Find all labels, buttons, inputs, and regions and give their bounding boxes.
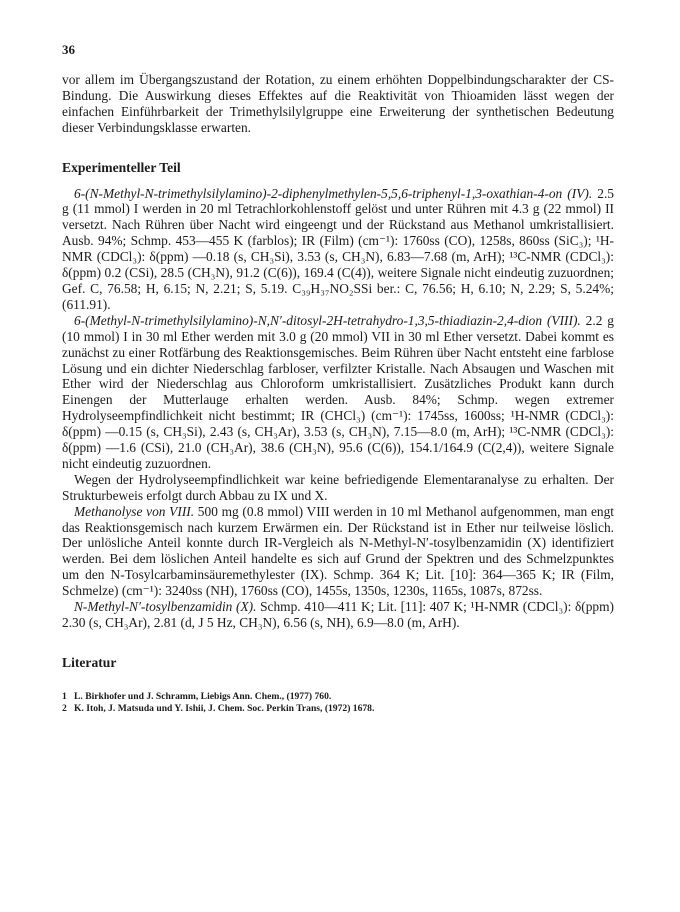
experimental-heading: Experimenteller Teil	[62, 159, 181, 175]
intro-paragraph: vor allem im Übergangszustand der Rotation, zu einem erhöhten Doppelbindungscharakter der CS-Bindung. Die Auswirkung dieses Effektes auf die Reaktivität von Thioamiden lässt wegen der einfachen Einführbarkeit der Trimethylsilylgruppe eine Erweiterung der synthetischen Bedeutung dieser Verbindungsklasse erwarten.	[62, 72, 614, 135]
reference-number: 1	[62, 690, 67, 702]
reference-number: 2	[62, 703, 67, 715]
reference-item	[62, 691, 614, 704]
compound-x-title: N-Methyl-N′-tosylbenzamidin (X).	[74, 599, 257, 615]
literature-heading: Literatur	[62, 654, 117, 670]
compound-iv-title: 6-(N-Methyl-N-trimethylsilylamino)-2-diphenylmethylen-5,5,6-triphenyl-1,3-oxathian-4-on (IV).	[74, 185, 593, 201]
article-body	[62, 72, 614, 716]
compound-iv-paragraph	[62, 186, 614, 313]
compound-x-body: Schmp. 410—411 K; Lit. [11]: 407 K; ¹H-NMR (CDCl₃): δ(ppm) 2.30 (s, CH₃Ar), 2.81 (d, J 5 Hz, CH₃N), 6.56 (s, NH), 6.9—8.0 (m, ArH).	[62, 599, 614, 630]
compound-viii-paragraph	[62, 313, 614, 472]
methanolysis-paragraph	[62, 504, 614, 599]
reference-item	[62, 703, 614, 716]
page-number: 36	[62, 42, 75, 57]
methanolysis-body: 500 mg (0.8 mmol) VIII werden in 10 ml Methanol aufgenommen, man engt das Reaktionsgemisch nach kurzem Erwärmen ein. Der Rückstand ist in Ether nur teilweise löslich. Der unlösliche Anteil konnte durch IR-Vergleich als N-Methyl-N′-tosylbenzamidin (X) identifiziert werden. Bei dem löslichen Anteil handelte es sich auf Grund der Spektren und des Schmelzpunktes um den N-Tosylcarbaminsäuremethylester (IX). Schmp. 364 K; Lit. [10]: 364—365 K; IR (Film, Schmelze) (cm⁻¹): 3240ss (NH), 1760ss (CO), 1455s, 1350s, 1230s, 1165s, 1087s, 872ss.	[62, 503, 614, 599]
compound-x-paragraph	[62, 599, 614, 631]
reference-text: L. Birkhofer und J. Schramm, Liebigs Ann. Chem., (1977) 760.	[74, 690, 332, 702]
reference-list	[62, 691, 614, 716]
hydrolysis-paragraph: Wegen der Hydrolyseempfindlichkeit war keine befriedigende Elementaranalyse zu erhalten. Der Strukturbeweis erfolgt durch Abbau zu IX und X.	[62, 471, 614, 503]
methanolysis-title: Methanolyse von VIII.	[74, 503, 195, 519]
reference-text: K. Itoh, J. Matsuda und Y. Ishii, J. Chem. Soc. Perkin Trans, (1972) 1678.	[74, 703, 375, 715]
compound-iv-body: 2.5 g (11 mmol) I werden in 20 ml Tetrachlorkohlenstoff gelöst und unter Rühren mit 4.3 g (22 mmol) II versetzt. Nach Rühren über Nacht wird eingeengt und der Rückstand aus Methanol umkristallisiert. Ausb. 94%; Schmp. 453—455 K (farblos); IR (Film) (cm⁻¹): 1760ss (CO), 1258s, 860ss (SiC₃); ¹H-NMR (CDCl₃): δ(ppm) —0.18 (s, CH₃Si), 3.53 (s, CH₃N), 6.83—7.68 (m, ArH); ¹³C-NMR (CDCl₃): δ(ppm) 0.2 (CSi), 28.5 (CH₃N), 91.2 (C(6)), 169.4 (C(4)), weitere Signale nicht eindeutig zuzuordnen; Gef. C, 76.58; H, 6.15; N, 2.21; S, 5.19. C₃₉H₃₇NO₂SSi ber.: C, 76.56; H, 6.10; N, 2.29; S, 5.24%; (611.91).	[62, 185, 614, 312]
compound-viii-body: 2.2 g (10 mmol) I in 30 ml Ether werden mit 3.0 g (20 mmol) VII in 30 ml Ether versetzt. Dabei kommt es zunächst zu einer Rotfärbung des Reaktionsgemisches. Beim Rühren über Nacht entsteht eine farblose Lösung und ein dichter Niederschlag farbloser, verfilzter Kristalle. Nach Absaugen und Waschen mit Ether wird der Niederschlag aus Chloroform umkristallisiert. Zusätzliches Produkt kann durch Einengen der Mutterlauge erhalten werden. Ausb. 84%; Schmp. wegen extremer Hydrolyseempfindlichkeit nicht bestimmt; IR (CHCl₃) (cm⁻¹): 1745ss, 1600ss; ¹H-NMR (CDCl₃): δ(ppm) —0.15 (s, CH₃Si), 2.43 (s, CH₃Ar), 3.53 (s, CH₃N), 7.15—8.0 (m, ArH); ¹³C-NMR (CDCl₃): δ(ppm) —1.6 (CSi), 21.0 (CH₃Ar), 38.6 (CH₃N), 95.6 (C(6)), 154.1/164.9 (C(2,4)), weitere Signale nicht eindeutig zuzuordnen.	[62, 312, 614, 471]
compound-viii-title: 6-(Methyl-N-trimethylsilylamino)-N,N′-ditosyl-2H-tetrahydro-1,3,5-thiadiazin-2,4-dion (VIII).	[74, 312, 581, 328]
